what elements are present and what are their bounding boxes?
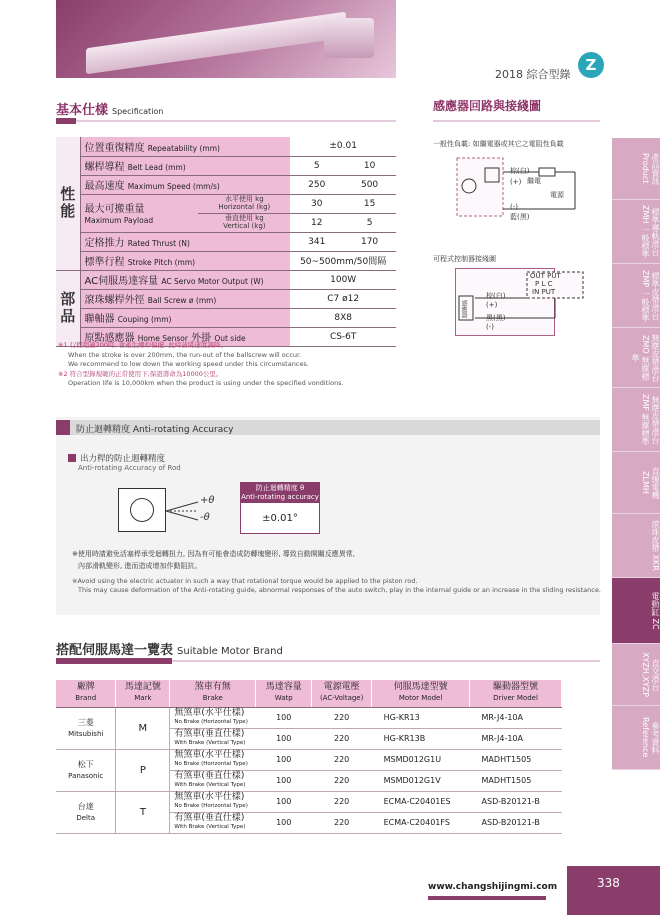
header-en: Mark (134, 694, 152, 703)
spec-label (80, 232, 290, 251)
brand-zh: 松下 (77, 759, 94, 769)
label-zh: AC伺服馬達容量 (84, 276, 159, 287)
brake-zh: 有煞車(垂直仕樣) (174, 812, 245, 823)
minus-theta-label: -θ (200, 512, 210, 523)
label-zh: 原點感應器 (84, 333, 135, 344)
driver-model-cell: MADHT1505 (470, 770, 562, 791)
motor-model-cell: MSMD012G1V (372, 770, 470, 791)
table-row (56, 308, 396, 327)
table-row (56, 175, 396, 194)
brand-cell (56, 707, 116, 749)
brake-zh: 有煞車(垂直仕樣) (174, 728, 245, 739)
spec-sublabel: 垂直使用 kg Vertical (kg) (198, 213, 290, 232)
wire-label-brown: 棕(白) (510, 167, 530, 175)
relay-label: 繼電 (527, 177, 541, 185)
brake-en: No Brake (Horizontal Type) (174, 718, 248, 725)
motor-table (56, 680, 562, 834)
label-en: Rated Thrust (N) (127, 239, 190, 248)
spec-value: 8X8 (290, 308, 396, 327)
brake-zh: 無煞車(水平仕樣) (174, 707, 245, 718)
header-zh: 馬達記號 (124, 682, 161, 693)
spec-value: ±0.01 (290, 137, 396, 156)
label-en: Ball Screw ø (mm) (147, 296, 217, 305)
motor-title (56, 639, 283, 658)
bullet-square-icon (68, 454, 76, 462)
plc-output-label: OUT PUT (530, 272, 561, 280)
spec-label (80, 175, 290, 194)
group-parts (56, 270, 80, 346)
tab-zc[interactable]: 電動缸 ZC (612, 578, 660, 644)
motor-model-cell: ECMA-C20401ES (372, 791, 470, 812)
anti-rotation-title-text: 出力桿的防止迴轉精度 (80, 454, 166, 464)
label-zh: 最高速度 (84, 181, 125, 192)
driver-model-cell: MR-J4-10A (470, 728, 562, 749)
tab-zmp[interactable]: 標準皮帶滑台ZMP 一般標準 (612, 264, 660, 328)
watt-cell: 100 (256, 791, 312, 812)
voltage-cell: 220 (312, 728, 372, 749)
col-brand (56, 680, 116, 707)
brand-logo-icon: Z (578, 52, 604, 78)
brand-en: Mitsubishi (68, 729, 104, 738)
brake-zh: 無煞車(水平仕樣) (174, 791, 245, 802)
relay-box (539, 168, 555, 176)
motor-title-en: Suitable Motor Brand (177, 646, 283, 657)
brand-cell (56, 791, 116, 833)
spec-title (56, 99, 163, 118)
plc-sensor-label: 感應器 (460, 300, 467, 318)
actuator-rail-graphic (86, 12, 346, 75)
accuracy-title-zh: 防止迴轉精度 θ (255, 484, 305, 492)
brake-cell (170, 812, 256, 833)
brand-en: Delta (76, 813, 96, 822)
voltage-cell: 220 (312, 791, 372, 812)
anti-rotation-title (68, 452, 165, 464)
header-en: Driver Model (493, 694, 538, 703)
label-en: Belt Lead (mm) (127, 163, 186, 172)
tab-zmo[interactable]: 無塵皮帶滑台ZMO 無塵標準 (612, 328, 660, 388)
spec-value: 30 (290, 194, 343, 213)
brake-en: No Brake (Horizontal Type) (174, 802, 248, 809)
header-en: Anti-rotating Accuracy (132, 425, 234, 435)
plc-wire-label-minus: (-) (486, 323, 494, 331)
spec-value: 15 (343, 194, 396, 213)
label-zh: 螺桿導程 (84, 162, 125, 173)
label-zh: 標準行程 (84, 257, 125, 268)
label-en: Stroke Pitch (mm) (127, 258, 196, 267)
driver-model-cell: MADHT1505 (470, 749, 562, 770)
anti-rotation-note-en-2: This may cause deformation of the Anti-rotating guide, abnormal responses of the auto switch, play in the internal guide or an increase in the sliding resistance. (78, 586, 601, 594)
wire-label-blue: 藍(黑) (510, 213, 530, 221)
anti-rotation-header-text (76, 422, 233, 435)
brand-en: Panasonic (68, 771, 104, 780)
header-zh: 電源電壓 (323, 682, 360, 693)
minus-angle-line (166, 511, 198, 520)
plc-wire-label-plus: (+) (486, 301, 498, 309)
spec-title-block (56, 118, 76, 124)
plus-theta-label: +θ (200, 495, 215, 506)
driver-model-cell: ASD-B20121-B (470, 791, 562, 812)
header-zh: 廠牌 (76, 682, 95, 693)
plc-wire-label-brown: 棕(白) (486, 292, 506, 300)
spec-value: 50~500mm/50間隔 (290, 251, 396, 270)
note-line: ※2 符合型錄規範的正常使用下,保證壽命為10000公里。 (58, 369, 223, 378)
brake-en: With Brake (Vertical Type) (174, 823, 246, 830)
spec-value: 5 (290, 156, 343, 175)
mark-cell: T (116, 791, 170, 833)
watt-cell: 100 (256, 749, 312, 770)
voltage-cell: 220 (312, 707, 372, 728)
label-en: Couping (mm) (117, 315, 172, 324)
wire-label-minus: (-) (510, 203, 518, 211)
spec-label (80, 194, 198, 232)
label-en: Maximum Speed (mm/s) (127, 182, 220, 191)
plc-input-label: IN PUT (532, 288, 556, 296)
tab-zmf[interactable]: 無塵皮帶滑台ZMF 無塵標準 (612, 388, 660, 452)
voltage-cell: 220 (312, 770, 372, 791)
group-label: 性 能 (60, 185, 76, 221)
power-label: 電源 (550, 191, 564, 199)
col-voltage (312, 680, 372, 707)
group-label: 部 品 (60, 289, 76, 325)
header-en: Motor Model (398, 694, 443, 703)
anti-rotation-note-en-1: ※Avoid using the electric actuator in such a way that rotational torque would be applied to the piston rod. (72, 577, 418, 585)
table-row (56, 707, 562, 728)
table-header-row (56, 680, 562, 707)
note-line: When the stroke is over 200mm, the run-out of the ballscrew will occur. (68, 350, 302, 359)
spec-value: 10 (343, 156, 396, 175)
watt-cell: 100 (256, 812, 312, 833)
watt-cell: 100 (256, 707, 312, 728)
brake-cell (170, 707, 256, 728)
brake-en: No Brake (Horizontal Type) (174, 760, 248, 767)
brake-cell (170, 728, 256, 749)
page-number: 338 (567, 866, 660, 915)
rod-circle (130, 498, 154, 522)
tab-xyzh[interactable]: 直交滑台 XYZH,XYZP (612, 644, 660, 706)
product-banner-image (56, 0, 396, 78)
group-performance (56, 137, 80, 270)
accuracy-box-header (241, 483, 319, 503)
header-zh: 伺服馬達型號 (393, 682, 448, 693)
general-load-label: 一般性負載: 如繼電器或其它之電阻性負載 (433, 140, 564, 148)
motor-title-zh: 搭配伺服馬達一覽表 (56, 643, 174, 658)
wire-label-plus: (+) (510, 178, 522, 186)
table-row (56, 251, 396, 270)
header-zh: 煞車有無 (194, 682, 231, 693)
anti-rotation-header (56, 420, 600, 435)
label-en: Maximum Payload (84, 216, 154, 225)
accuracy-value: ±0.01° (262, 513, 298, 524)
anti-rotation-subtitle: Anti-rotating Accuracy of Rod (78, 464, 181, 472)
header-en: Watp (274, 694, 293, 703)
brake-cell (170, 770, 256, 791)
table-row (56, 791, 562, 812)
driver-model-cell: ASD-B20121-B (470, 812, 562, 833)
plc-wire-label-black: 黑(黑) (486, 314, 506, 322)
label-zh: 最大可搬重量 (84, 204, 145, 215)
col-mark (116, 680, 170, 707)
header-en: Brake (202, 694, 223, 703)
spec-value: CS-6T (290, 327, 396, 346)
note-line: ※1 行程超過200時, 會產生螺桿偏擺, 此時請將速度調降。 (58, 341, 227, 349)
sensor-box (457, 158, 503, 216)
label-zh: 位置重復精度 (84, 142, 145, 154)
spec-value: C7 ø12 (290, 289, 396, 308)
driver-model-cell: MR-J4-10A (470, 707, 562, 728)
spec-sublabel: 水平使用 kg Horizontal (kg) (198, 194, 290, 213)
spec-value: 12 (290, 213, 343, 232)
mark-cell: P (116, 749, 170, 791)
col-motor-model (372, 680, 470, 707)
spec-value: 341 (290, 232, 343, 251)
anti-rotation-note-zh-2: 內部滑軌變形, 進而造成增加作動阻抗。 (78, 562, 202, 570)
spec-notes (58, 341, 398, 389)
spec-label (80, 289, 290, 308)
spec-table (56, 137, 396, 347)
motor-title-underline (172, 660, 600, 662)
col-brake (170, 680, 256, 707)
table-row (56, 137, 396, 156)
tab-zmh[interactable]: 標準導軌滑台ZMH 一般標準 (612, 200, 660, 264)
header-en: Brand (75, 694, 97, 703)
spec-title-en: Specification (112, 107, 164, 116)
spec-value: 5 (343, 213, 396, 232)
footer-bar (428, 896, 546, 900)
table-row (56, 194, 396, 213)
brand-zh: 台達 (77, 801, 94, 811)
spec-value: 250 (290, 175, 343, 194)
label-en: Repeatability (mm) (147, 143, 220, 153)
motor-model-cell: ECMA-C20401FS (372, 812, 470, 833)
motor-model-cell: HG-KR13 (372, 707, 470, 728)
anti-rotation-note-zh-1: ※使用時請避免活塞桿承受迴轉扭力, 因為有可能會造成防轉塊變形, 導致自動開關反應異常, (72, 550, 355, 558)
spec-label (80, 137, 290, 156)
label-zh: 定格推力 (84, 238, 125, 249)
header-zh: 防止迴轉精度 (76, 425, 131, 435)
brand-zh: 三菱 (77, 717, 94, 727)
circuit-title-underline (433, 120, 600, 122)
mark-cell: M (116, 707, 170, 749)
brake-en: With Brake (Vertical Type) (174, 781, 246, 788)
table-row (56, 156, 396, 175)
label-en: AC Servo Motor Output (W) (161, 277, 264, 286)
accuracy-box (240, 482, 320, 534)
tab-xkr[interactable]: 滾珠皮帶 XKR (612, 514, 660, 578)
spec-label (80, 156, 290, 175)
plc-wiring-lines (455, 268, 590, 336)
catalog-title: 2018 綜合型錄 (495, 68, 571, 81)
motor-model-cell: MSMD012G1U (372, 749, 470, 770)
rod-square-diagram (118, 488, 166, 532)
tab-reference[interactable]: 參考資料 Reference (612, 706, 660, 770)
table-row (56, 232, 396, 251)
label-en: Home Sensor (137, 334, 188, 343)
brake-zh: 無煞車(水平仕樣) (174, 749, 245, 760)
plc-title: 可程式控制器接綫圖 (433, 255, 496, 263)
table-row (56, 270, 396, 289)
website-url[interactable]: www.changshijingmi.com (428, 882, 558, 892)
spec-label (80, 270, 290, 289)
table-row (56, 289, 396, 308)
plc-label: P L C (535, 280, 553, 288)
brake-cell (170, 749, 256, 770)
accuracy-title-en: Anti-rotating accuracy (241, 493, 319, 501)
circuit-title: 感應器回路與接綫圖 (433, 99, 542, 113)
tab-product[interactable]: 產品資訊 Product (612, 138, 660, 200)
tab-zlmh[interactable]: 直線電機 ZLMH (612, 452, 660, 514)
spec-title-underline (76, 120, 396, 122)
col-watt (256, 680, 312, 707)
motor-title-block (56, 658, 172, 664)
spec-value: 500 (343, 175, 396, 194)
brake-zh: 有煞車(垂直仕樣) (174, 770, 245, 781)
motor-block-graphic (324, 18, 374, 58)
header-zh: 驅動器型號 (493, 682, 539, 693)
brand-cell (56, 749, 116, 791)
motor-model-cell: HG-KR13B (372, 728, 470, 749)
spec-title-zh: 基本仕樣 (56, 103, 109, 118)
note-line: Operation life is 10,000km when the product is using under the specified vonditions. (68, 379, 344, 387)
header-block (56, 420, 70, 435)
note-line: We recommend to low down the working speed under this circumstances. (68, 360, 309, 368)
plus-angle-line (166, 502, 198, 511)
brake-en: With Brake (Vertical Type) (174, 739, 246, 746)
header-zh: 馬達容量 (265, 682, 302, 693)
label-extra-en: Out side (214, 334, 246, 343)
voltage-cell: 220 (312, 812, 372, 833)
label-zh: 聯軸器 (84, 314, 115, 325)
brake-cell (170, 791, 256, 812)
spec-value: 170 (343, 232, 396, 251)
spec-label (80, 308, 290, 327)
voltage-cell: 220 (312, 749, 372, 770)
label-zh: 滾珠螺桿外徑 (84, 295, 145, 306)
col-driver-model (470, 680, 562, 707)
table-row (56, 749, 562, 770)
spec-label (80, 251, 290, 270)
header-en: (AC-Voltage) (319, 694, 364, 703)
spec-value: 100W (290, 270, 396, 289)
watt-cell: 100 (256, 728, 312, 749)
watt-cell: 100 (256, 770, 312, 791)
label-extra: 外掛 (191, 333, 212, 344)
